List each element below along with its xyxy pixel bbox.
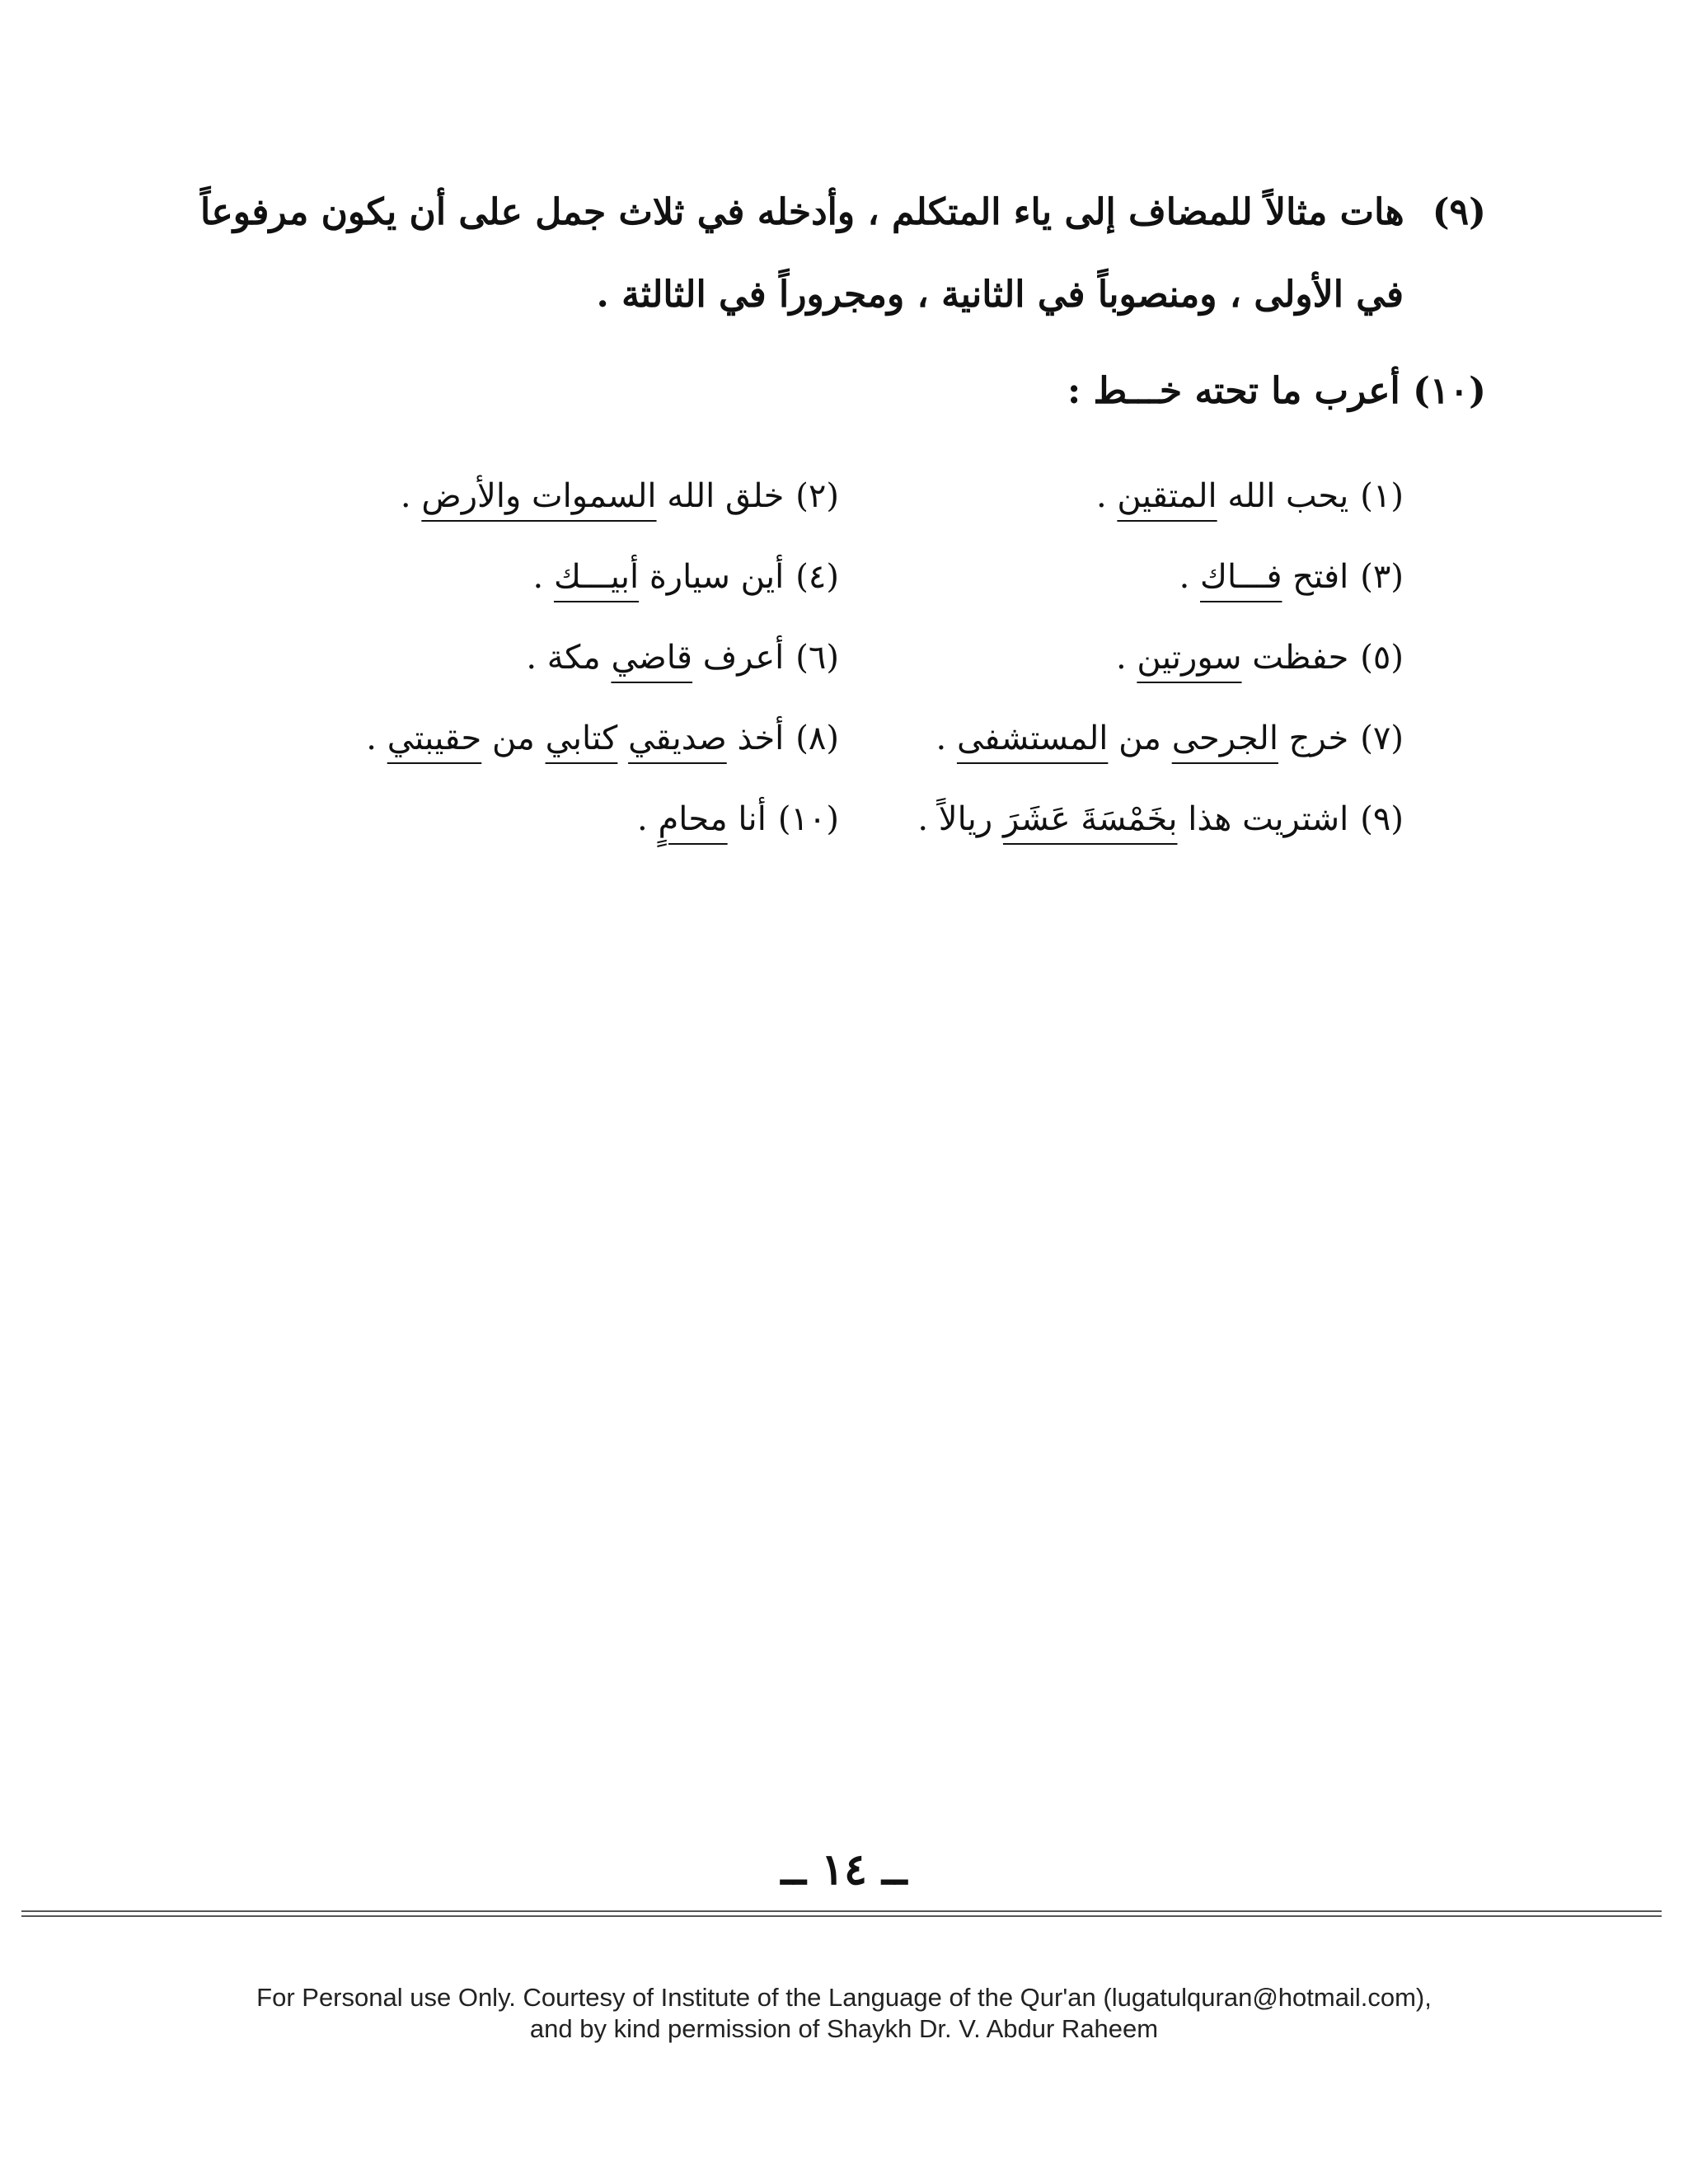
underlined-word: قاضي — [611, 639, 693, 677]
underlined-word: سورتين — [1137, 639, 1242, 677]
q10-heading — [1067, 367, 1486, 416]
item-end: . — [1095, 477, 1118, 515]
underlined-word: حقيبتي — [387, 719, 482, 757]
item-end: . — [532, 558, 554, 596]
page-number: ــ ١٤ ــ — [781, 1844, 907, 1895]
list-item-8 — [366, 714, 839, 763]
footer-line-1: For Personal use Only. Courtesy of Institute of the Language of the Qur'an (lugatulquran@hotmail.com), — [256, 1983, 1432, 2012]
item-end: . — [400, 477, 422, 515]
item-text: خلق الله — [656, 477, 785, 515]
list-item-6 — [526, 633, 839, 682]
item-number: (٧) — [1360, 719, 1404, 757]
underlined-word: المتقين — [1117, 477, 1217, 515]
item-text: حفظت — [1241, 639, 1349, 677]
underlined-word: فـــاك — [1200, 558, 1282, 596]
item-end: . — [1179, 558, 1201, 596]
item-number: (٩) — [1360, 800, 1404, 838]
list-item-3 — [1179, 552, 1404, 602]
item-number: (١٠) — [777, 800, 839, 838]
item-number: (١) — [1360, 477, 1404, 515]
footer-line-2: and by kind permission of Shaykh Dr. V. Abdur Raheem — [529, 2014, 1159, 2043]
q9-text-line-1: هات مثالاً للمضاف إلى ياء المتكلم ، وأدخله في ثلاث جمل على أن يكون مرفوعاً — [200, 191, 1404, 233]
item-end: . — [366, 719, 387, 757]
q9-line-2 — [596, 270, 1404, 320]
underlined-word: الجرحى — [1171, 719, 1278, 757]
q10-heading-text: (١٠) أعرب ما تحته خـــط : — [1067, 370, 1486, 412]
item-text: يحب الله — [1217, 477, 1349, 515]
underlined-word: بخَمْسَةَ عَشَرَ — [1002, 800, 1178, 838]
underlined-word: كتابي — [545, 719, 618, 757]
item-text — [617, 719, 628, 757]
item-text: أخذ — [726, 719, 785, 757]
item-end: مكة . — [526, 639, 612, 677]
item-number: (٢) — [795, 477, 839, 515]
q9-line-1 — [200, 188, 1486, 237]
item-text: أعرف — [692, 639, 785, 677]
item-text: خرج — [1278, 719, 1349, 757]
item-text: من — [481, 719, 546, 757]
underlined-word: صديقي — [628, 719, 727, 757]
list-item-4 — [533, 552, 840, 602]
item-number: (٣) — [1360, 558, 1404, 596]
underlined-word: السموات والأرض — [421, 477, 657, 515]
item-text: أنا — [727, 800, 767, 838]
q9-text-line-2: في الأولى ، ومنصوباً في الثانية ، ومجروراً في الثالثة . — [596, 274, 1404, 316]
item-number: (٤) — [795, 558, 839, 596]
list-item-2 — [401, 471, 839, 521]
list-item-1 — [1096, 471, 1404, 521]
item-text: أين سيارة — [639, 558, 785, 596]
item-text: من — [1108, 719, 1172, 757]
list-item-9 — [917, 794, 1404, 844]
list-item-10 — [637, 794, 839, 844]
item-number: (٦) — [795, 639, 839, 677]
item-number: (٥) — [1360, 639, 1404, 677]
list-item-7 — [936, 714, 1404, 763]
item-end: ريالاً . — [917, 800, 1003, 838]
item-end: . — [1115, 639, 1137, 677]
item-end: . — [637, 800, 659, 838]
item-text: افتح — [1282, 558, 1349, 596]
list-item-5 — [1116, 633, 1404, 682]
item-number: (٨) — [795, 719, 839, 757]
underlined-word: محامٍ — [658, 800, 728, 838]
q9-number: (٩) — [1432, 191, 1486, 233]
underlined-word: أبيـــك — [553, 558, 640, 596]
underlined-word: المستشفى — [956, 719, 1109, 757]
item-end: . — [935, 719, 957, 757]
footer-divider-top — [21, 1910, 1662, 1912]
item-text: اشتريت هذا — [1177, 800, 1349, 838]
footer-divider-bottom — [21, 1915, 1662, 1917]
